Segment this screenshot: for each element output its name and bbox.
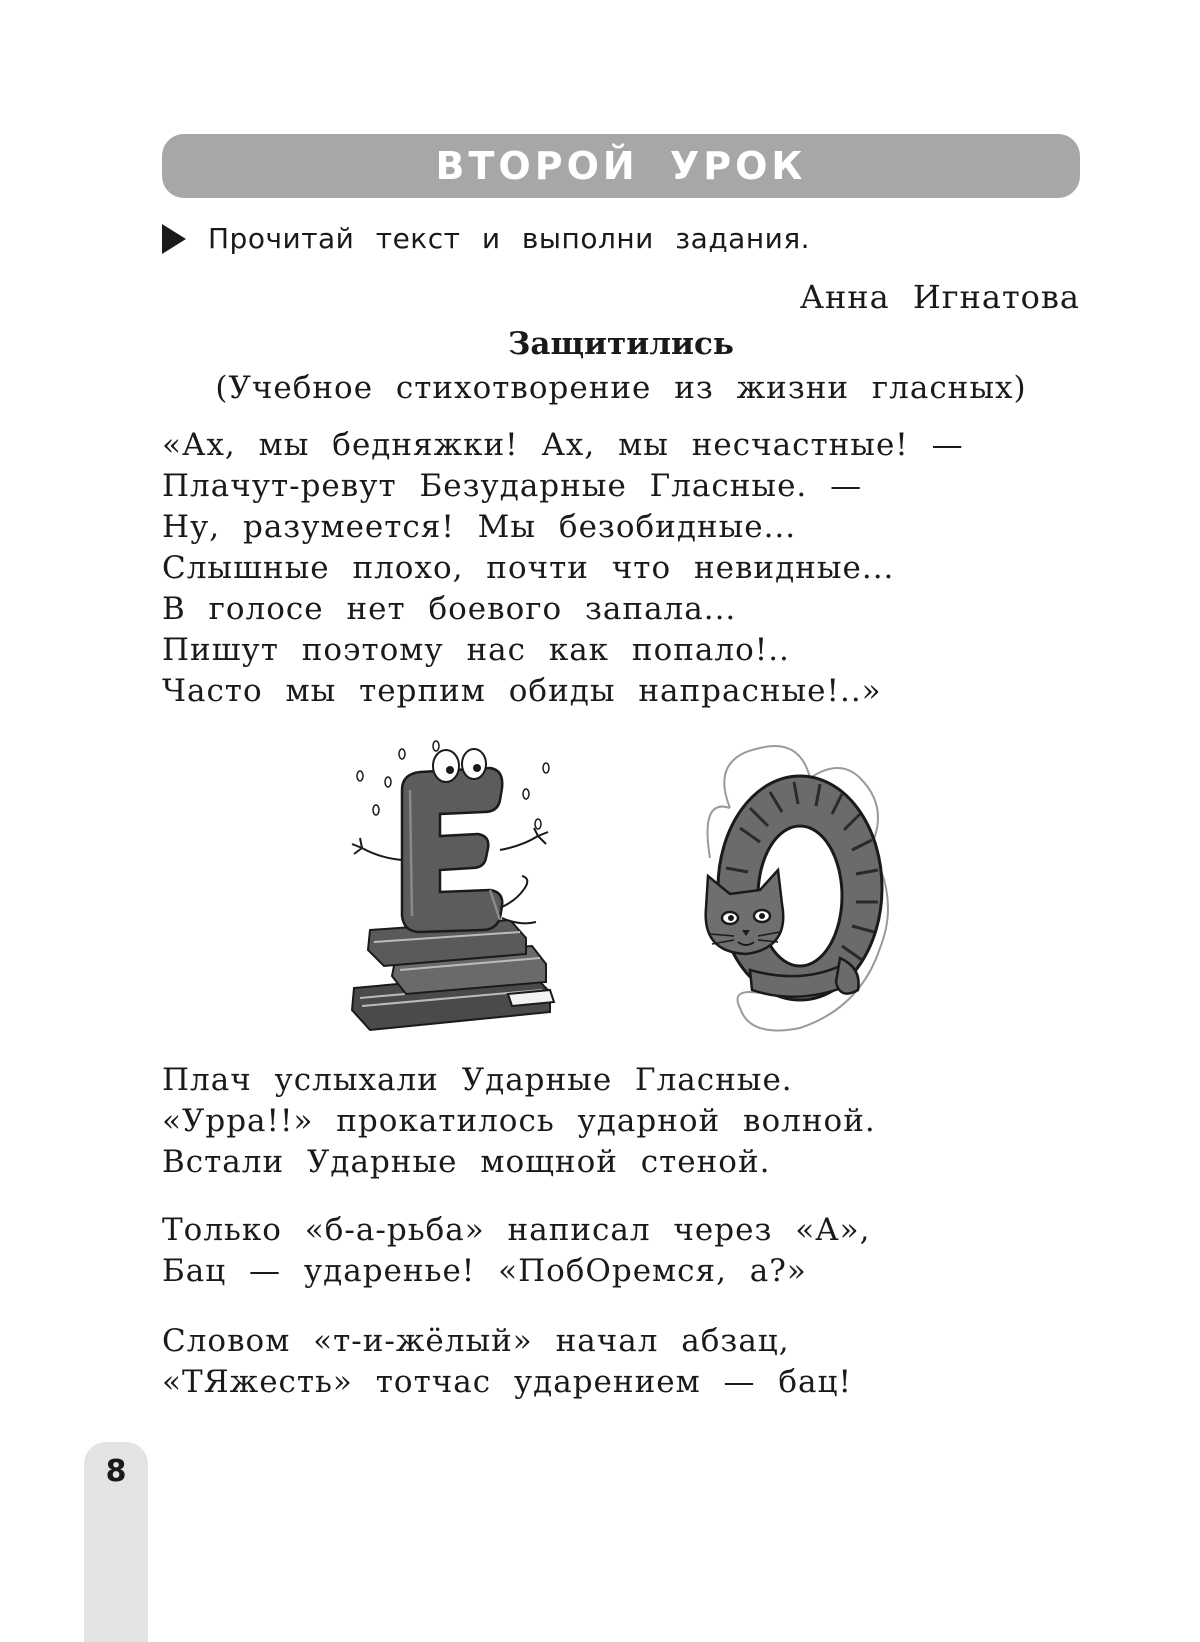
poem-title: Защитились bbox=[508, 326, 734, 362]
lesson-title: ВТОРОЙ УРОК bbox=[435, 144, 807, 188]
poem-line: Ну, разумеется! Мы безобидные... bbox=[162, 509, 797, 545]
poem-line: Плачут-ревут Безударные Гласные. — bbox=[162, 468, 863, 504]
poem-line: Встали Ударные мощной стеной. bbox=[162, 1144, 771, 1180]
poem-line: «ТЯжесть» тотчас ударением — бац! bbox=[162, 1364, 852, 1400]
poem-line: Часто мы терпим обиды напрасные!..» bbox=[162, 673, 882, 709]
poem-author: Анна Игнатова bbox=[799, 278, 1080, 316]
poem-line: В голосе нет боевого запала... bbox=[162, 591, 737, 627]
poem-line: Бац — ударенье! «ПобОремся, а?» bbox=[162, 1253, 807, 1289]
page-number: 8 bbox=[105, 1454, 127, 1489]
poem-line: Словом «т-и-жёлый» начал абзац, bbox=[162, 1323, 790, 1359]
poem-line: Пишут поэтому нас как попало!.. bbox=[162, 632, 790, 668]
poem-stanza-4 bbox=[162, 1321, 852, 1403]
poem-line: Плач услыхали Ударные Гласные. bbox=[162, 1062, 793, 1098]
task-instruction bbox=[162, 222, 810, 255]
poem-stanza-2 bbox=[162, 1060, 876, 1183]
cat-shaped-letter-o-icon bbox=[690, 738, 910, 1038]
play-arrow-icon bbox=[162, 224, 186, 254]
poem-subtitle: (Учебное стихотворение из жизни гласных) bbox=[215, 370, 1027, 406]
poem-line: «Ах, мы бедняжки! Ах, мы несчастные! — bbox=[162, 427, 964, 463]
poem-line: «Урра!!» прокатилось ударной волной. bbox=[162, 1103, 876, 1139]
poem-line: Только «б-а-рьба» написал через «А», bbox=[162, 1212, 871, 1248]
crying-letter-e-on-books-icon bbox=[340, 740, 570, 1040]
poem-stanza-3 bbox=[162, 1210, 870, 1292]
poem-line: Слышные плохо, почти что невидные... bbox=[162, 550, 895, 586]
lesson-banner bbox=[162, 134, 1080, 198]
task-instruction-text: Прочитай текст и выполни задания. bbox=[208, 222, 811, 255]
poem-stanza-1 bbox=[162, 425, 964, 712]
